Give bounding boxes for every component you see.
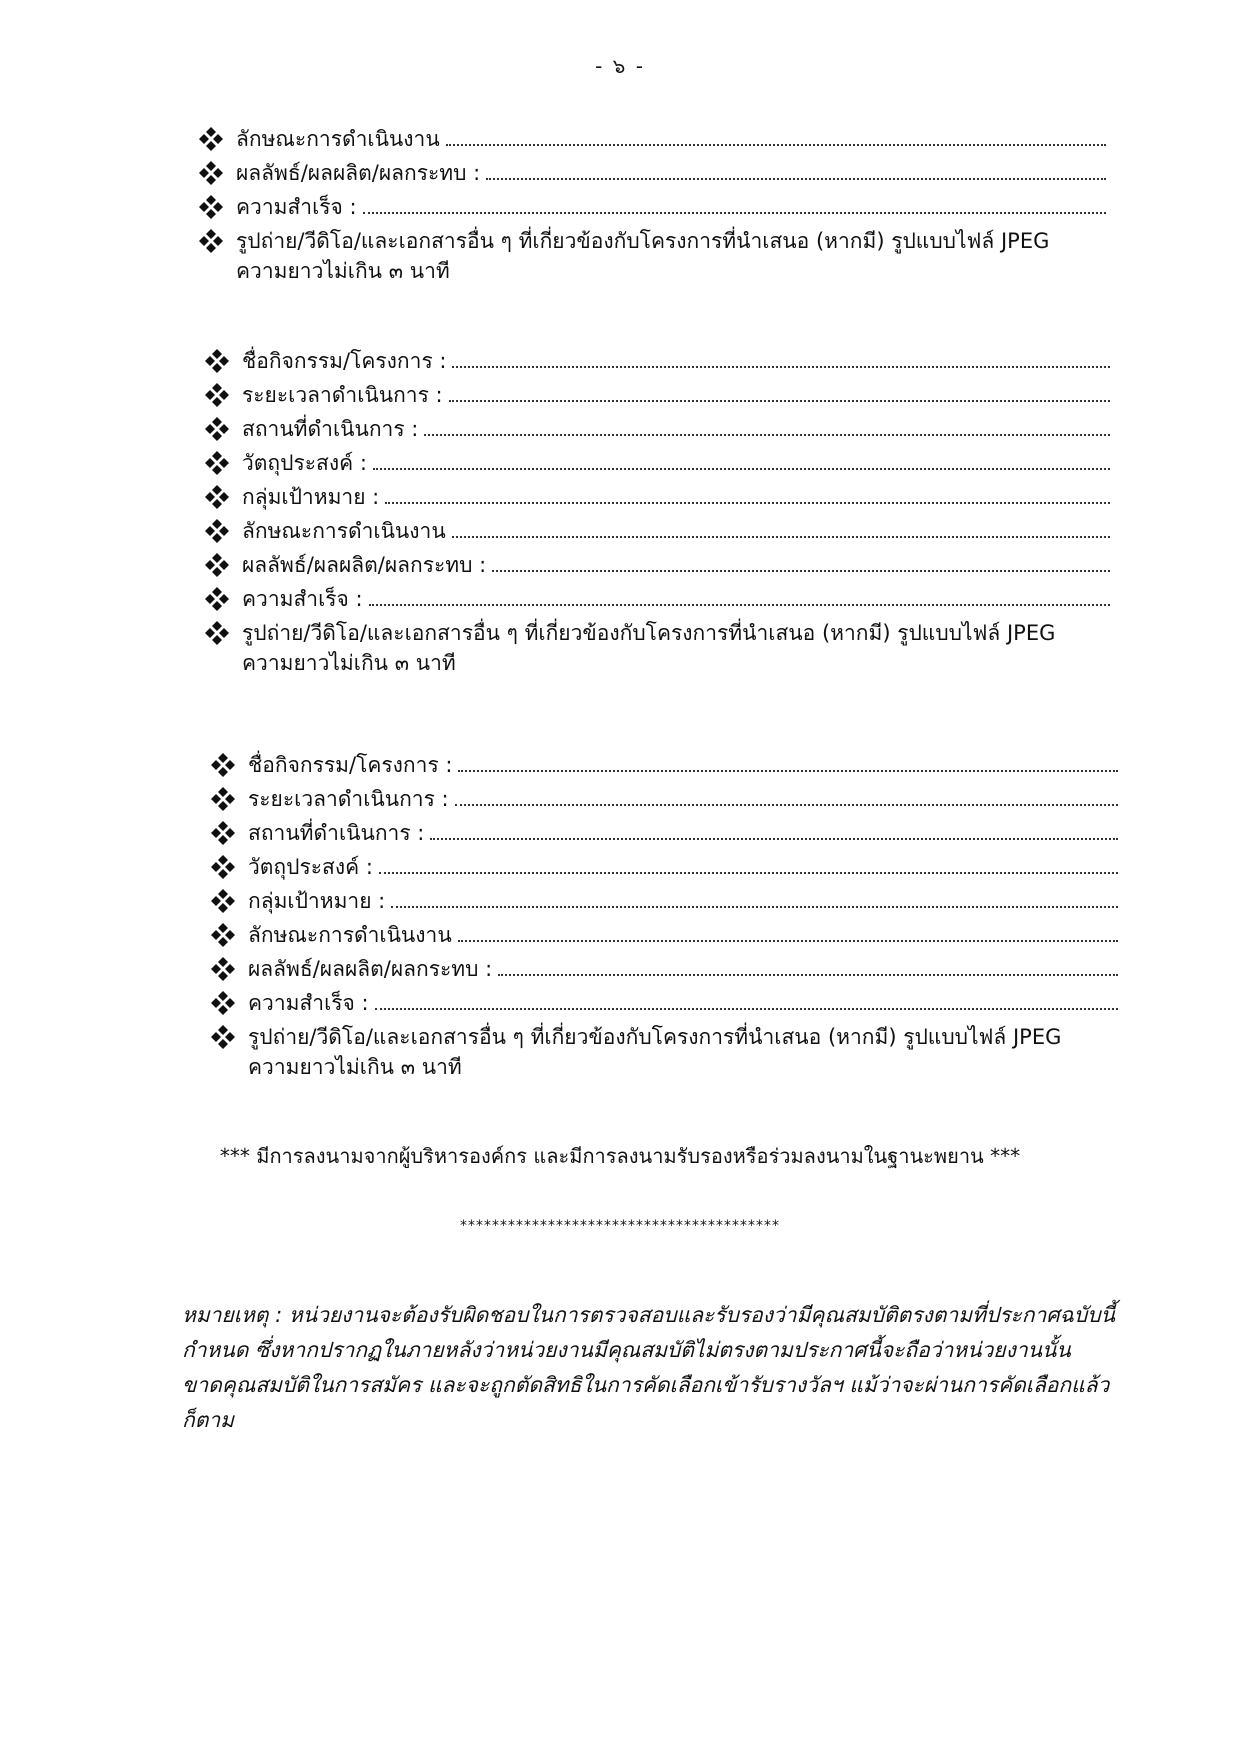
fill-in-line bbox=[379, 872, 1118, 874]
project-group-3 bbox=[208, 744, 1118, 1084]
diamond-bullet-icon bbox=[208, 990, 240, 1016]
form-row bbox=[202, 374, 1110, 408]
fill-in-line bbox=[452, 536, 1110, 538]
fill-in-line bbox=[498, 974, 1118, 976]
fill-in-line bbox=[455, 804, 1118, 806]
field-label: ความสำเร็จ : bbox=[236, 195, 357, 219]
form-row bbox=[208, 880, 1118, 914]
form-row bbox=[208, 778, 1118, 812]
form-row bbox=[202, 544, 1110, 578]
remark-line: ขาดคุณสมบัติในการสมัคร และจะถูกตัดสิทธิในการคัดเลือกเข้ารับรางวัลฯ แม้ว่าจะผ่านการคัดเลือกแล้วก็ตาม bbox=[182, 1373, 1110, 1432]
diamond-bullet-icon bbox=[208, 1024, 240, 1050]
diamond-bullet-icon bbox=[202, 518, 234, 544]
fill-in-line bbox=[452, 366, 1110, 368]
field-label: วัตถุประสงค์ : bbox=[248, 855, 373, 879]
diamond-bullet-icon bbox=[202, 484, 234, 510]
form-row bbox=[202, 340, 1110, 374]
fill-in-line bbox=[424, 434, 1110, 436]
diamond-bullet-icon bbox=[208, 956, 240, 982]
media-label: รูปถ่าย/วีดิโอ/และเอกสารอื่น ๆ ที่เกี่ยวข้องกับโครงการที่นำเสนอ (หากมี) รูปแบบไฟล์ JPEG bbox=[248, 1025, 1062, 1049]
media-label-continued: ความยาวไม่เกิน ๓ นาที bbox=[248, 1055, 462, 1079]
project-group-1 bbox=[196, 118, 1106, 288]
signature-note: *** มีการลงนามจากผู้บริหารองค์กร และมีการลงนามรับรองหรือร่วมลงนามในฐานะพยาน *** bbox=[219, 1144, 1021, 1168]
diamond-bullet-icon bbox=[196, 194, 228, 220]
diamond-bullet-icon bbox=[202, 416, 234, 442]
form-row bbox=[202, 408, 1110, 442]
diamond-bullet-icon bbox=[202, 382, 234, 408]
field-label: ชื่อกิจกรรม/โครงการ : bbox=[248, 753, 453, 777]
fill-in-line bbox=[430, 838, 1118, 840]
field-label: ผลลัพธ์/ผลผลิต/ผลกระทบ : bbox=[248, 957, 493, 981]
form-row bbox=[208, 744, 1118, 778]
field-label: กลุ่มเป้าหมาย : bbox=[248, 889, 386, 913]
field-label: ความสำเร็จ : bbox=[248, 991, 369, 1015]
form-row bbox=[196, 118, 1106, 152]
diamond-bullet-icon bbox=[202, 348, 234, 374]
media-row bbox=[202, 612, 1110, 680]
diamond-bullet-icon bbox=[202, 450, 234, 476]
form-row bbox=[208, 914, 1118, 948]
fill-in-line bbox=[391, 906, 1118, 908]
diamond-bullet-icon bbox=[196, 228, 228, 254]
fill-in-line bbox=[458, 940, 1118, 942]
separator-line: **************************************** bbox=[460, 1218, 780, 1234]
field-label: ระยะเวลาดำเนินการ : bbox=[242, 383, 443, 407]
form-row bbox=[202, 510, 1110, 544]
field-label: ลักษณะการดำเนินงาน bbox=[248, 923, 452, 947]
fill-in-line bbox=[492, 570, 1110, 572]
diamond-bullet-icon bbox=[196, 126, 228, 152]
field-label: ผลลัพธ์/ผลผลิต/ผลกระทบ : bbox=[236, 161, 481, 185]
form-row bbox=[196, 152, 1106, 186]
field-label: สถานที่ดำเนินการ : bbox=[248, 821, 425, 845]
field-label: ลักษณะการดำเนินงาน bbox=[236, 127, 440, 151]
remark-line: กำหนด ซึ่งหากปรากฏในภายหลังว่าหน่วยงานมีคุณสมบัติไม่ตรงตามประกาศนี้จะถือว่าหน่วยงานนั้น bbox=[182, 1338, 1071, 1362]
diamond-bullet-icon bbox=[202, 620, 234, 646]
form-row bbox=[208, 812, 1118, 846]
form-row bbox=[202, 578, 1110, 612]
diamond-bullet-icon bbox=[208, 752, 240, 778]
fill-in-line bbox=[369, 604, 1110, 606]
form-row bbox=[208, 948, 1118, 982]
diamond-bullet-icon bbox=[202, 552, 234, 578]
media-row bbox=[196, 220, 1106, 288]
media-label-continued: ความยาวไม่เกิน ๓ นาที bbox=[236, 259, 450, 283]
field-label: ความสำเร็จ : bbox=[242, 587, 363, 611]
field-label: วัตถุประสงค์ : bbox=[242, 451, 367, 475]
media-row bbox=[208, 1016, 1118, 1084]
media-label: รูปถ่าย/วีดิโอ/และเอกสารอื่น ๆ ที่เกี่ยวข้องกับโครงการที่นำเสนอ (หากมี) รูปแบบไฟล์ JPEG bbox=[242, 621, 1056, 645]
field-label: สถานที่ดำเนินการ : bbox=[242, 417, 419, 441]
diamond-bullet-icon bbox=[208, 888, 240, 914]
page-number: - ๖ - bbox=[595, 54, 645, 78]
fill-in-line bbox=[373, 468, 1110, 470]
field-label: กลุ่มเป้าหมาย : bbox=[242, 485, 380, 509]
remark-line: หมายเหตุ : หน่วยงานจะต้องรับผิดชอบในการตรวจสอบและรับรองว่ามีคุณสมบัติตรงตามที่ประกาศฉบับนี้ bbox=[182, 1303, 1115, 1327]
form-row bbox=[196, 186, 1106, 220]
field-label: ลักษณะการดำเนินงาน bbox=[242, 519, 446, 543]
media-label-continued: ความยาวไม่เกิน ๓ นาที bbox=[242, 651, 456, 675]
diamond-bullet-icon bbox=[208, 854, 240, 880]
fill-in-line bbox=[458, 770, 1118, 772]
project-group-2 bbox=[202, 340, 1110, 680]
form-row bbox=[202, 442, 1110, 476]
fill-in-line bbox=[449, 400, 1110, 402]
form-row bbox=[208, 982, 1118, 1016]
field-label: ผลลัพธ์/ผลผลิต/ผลกระทบ : bbox=[242, 553, 487, 577]
form-row bbox=[202, 476, 1110, 510]
fill-in-line bbox=[363, 212, 1106, 214]
fill-in-line bbox=[375, 1008, 1118, 1010]
field-label: ระยะเวลาดำเนินการ : bbox=[248, 787, 449, 811]
diamond-bullet-icon bbox=[208, 786, 240, 812]
fill-in-line bbox=[486, 178, 1106, 180]
field-label: ชื่อกิจกรรม/โครงการ : bbox=[242, 349, 447, 373]
fill-in-line bbox=[385, 502, 1110, 504]
diamond-bullet-icon bbox=[202, 586, 234, 612]
diamond-bullet-icon bbox=[196, 160, 228, 186]
remark-block bbox=[182, 1298, 1142, 1438]
diamond-bullet-icon bbox=[208, 922, 240, 948]
fill-in-line bbox=[446, 144, 1106, 146]
diamond-bullet-icon bbox=[208, 820, 240, 846]
form-row bbox=[208, 846, 1118, 880]
media-label: รูปถ่าย/วีดิโอ/และเอกสารอื่น ๆ ที่เกี่ยวข้องกับโครงการที่นำเสนอ (หากมี) รูปแบบไฟล์ JPEG bbox=[236, 229, 1050, 253]
